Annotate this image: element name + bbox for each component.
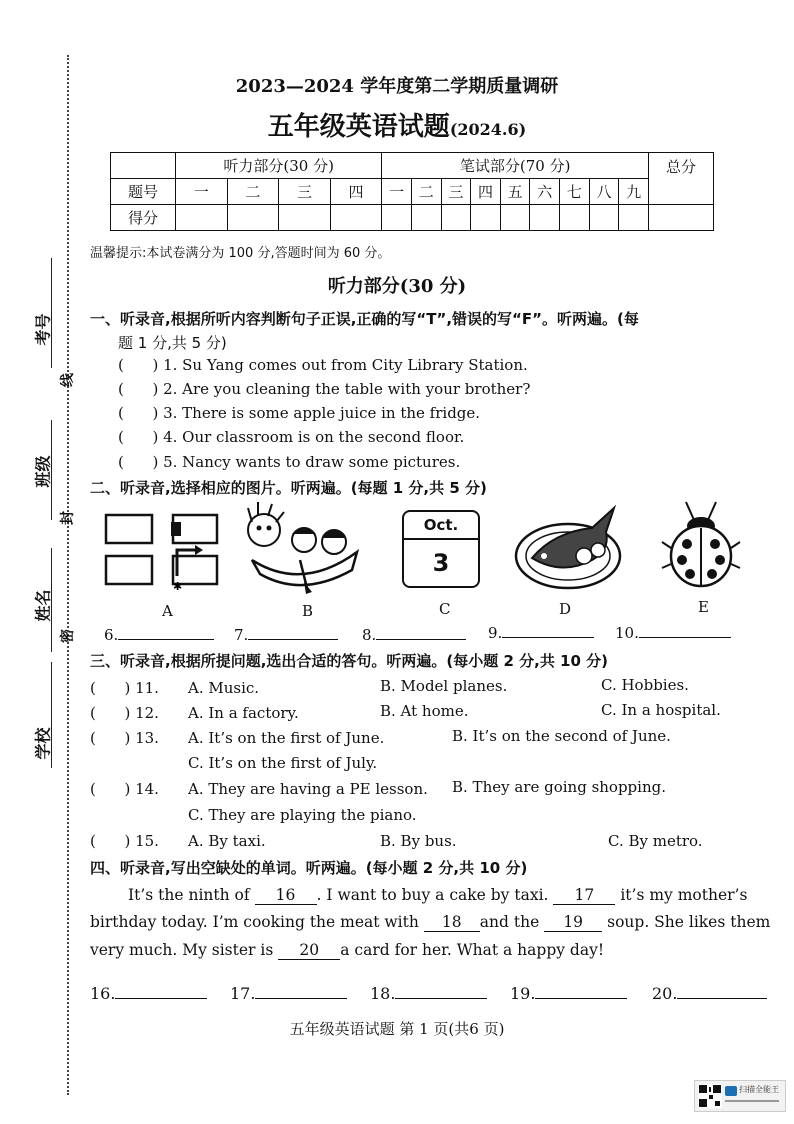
name-label: 姓名 xyxy=(33,589,53,622)
answer-blank-20[interactable] xyxy=(652,984,767,1003)
svg-text:✱: ✱ xyxy=(173,580,183,592)
dragon-boat-picture xyxy=(242,500,362,596)
qnum-cell: 三 xyxy=(279,179,331,205)
exam-number-line[interactable] xyxy=(51,258,52,368)
score-table xyxy=(110,152,714,231)
mc-option-14a: A. They are having a PE lesson. xyxy=(188,780,428,798)
answer-number: 7. xyxy=(234,626,249,644)
school-line[interactable] xyxy=(51,662,52,768)
mc-number-14: ( ) 14. xyxy=(90,780,159,798)
calendar-month: Oct. xyxy=(404,512,478,540)
exam-main-title xyxy=(0,106,794,143)
seal-char-feng: 封 xyxy=(60,511,76,525)
passage-line-1 xyxy=(90,886,780,905)
binding-dotted-line xyxy=(67,55,69,1095)
scanner-subtitle-line xyxy=(725,1100,779,1102)
exam-number-label: 考号 xyxy=(33,313,53,346)
part1-heading-cont: 题 1 分,共 5 分) xyxy=(118,334,227,352)
mc-option-15b: B. By bus. xyxy=(380,832,457,850)
exam-subject-title: 五年级英语试题 xyxy=(267,112,450,142)
picture-letter-a: A xyxy=(162,602,173,620)
calendar-day: 3 xyxy=(432,549,450,577)
passage-text: . I want to buy a cake by taxi. xyxy=(316,886,549,904)
tf-question-3: ( ) 3. There is some apple juice in the fridge. xyxy=(118,404,481,422)
score-cell[interactable] xyxy=(227,205,279,231)
passage-line-3 xyxy=(90,941,780,960)
answer-number: 16. xyxy=(90,984,116,1003)
scanner-app-name: 扫描全能王 xyxy=(739,1085,779,1094)
passage-text: a card for her. What a happy day! xyxy=(340,941,605,959)
mc-number-11: ( ) 11. xyxy=(90,679,159,697)
qnum-cell: 二 xyxy=(227,179,279,205)
answer-blank-6[interactable] xyxy=(104,626,214,644)
fish-dish-picture xyxy=(514,498,624,594)
score-cell[interactable] xyxy=(330,205,382,231)
score-row-label: 得分 xyxy=(111,205,176,231)
answer-number: 20. xyxy=(652,984,678,1003)
seal-char-mi: 密 xyxy=(60,629,76,643)
part3-heading: 三、听录音,根据所提问题,选出合适的答句。听两遍。(每小题 2 分,共 10 分) xyxy=(90,652,609,670)
blank-18[interactable]: 18 xyxy=(424,913,480,932)
total-score-header: 总分 xyxy=(649,153,714,205)
picture-letter-b: B xyxy=(302,602,314,620)
picture-letter-e: E xyxy=(698,598,709,616)
mc-option-11a: A. Music. xyxy=(188,679,260,697)
qnum-cell: 四 xyxy=(330,179,382,205)
score-cell[interactable] xyxy=(530,205,560,231)
mc-option-12c: C. In a hospital. xyxy=(601,701,721,719)
ladybug-picture xyxy=(660,498,750,594)
exam-tip: 温馨提示:本试卷满分为 100 分,答题时间为 60 分。 xyxy=(90,246,391,261)
score-cell[interactable] xyxy=(411,205,441,231)
mc-option-12a: A. In a factory. xyxy=(188,704,299,722)
answer-blank-19[interactable] xyxy=(510,984,627,1003)
qnum-cell: 八 xyxy=(589,179,619,205)
qr-code-icon xyxy=(698,1084,722,1108)
mc-option-11c: C. Hobbies. xyxy=(601,676,689,694)
question-number-label: 题号 xyxy=(111,179,176,205)
listening-score-header: 听力部分(30 分) xyxy=(176,153,382,179)
answer-blank-17[interactable] xyxy=(230,984,347,1003)
name-line[interactable] xyxy=(51,548,52,652)
qnum-cell: 三 xyxy=(441,179,471,205)
mc-number-15: ( ) 15. xyxy=(90,832,159,850)
tf-question-1: ( ) 1. Su Yang comes out from City Library Station. xyxy=(118,356,528,374)
mc-option-14c: C. They are playing the piano. xyxy=(188,806,417,824)
mc-number-13: ( ) 13. xyxy=(90,729,159,747)
school-label: 学校 xyxy=(33,727,53,760)
mc-option-14b: B. They are going shopping. xyxy=(452,778,666,796)
qnum-cell: 六 xyxy=(530,179,560,205)
score-cell[interactable] xyxy=(471,205,501,231)
passage-line-2 xyxy=(90,913,780,932)
total-score-cell[interactable] xyxy=(649,205,714,231)
picture-letter-c: C xyxy=(439,600,451,618)
mc-option-15c: C. By metro. xyxy=(608,832,703,850)
answer-blank-7[interactable] xyxy=(234,626,338,644)
exam-date: (2024.6) xyxy=(449,120,527,139)
part2-heading: 二、听录音,选择相应的图片。听两遍。(每题 1 分,共 5 分) xyxy=(90,479,487,497)
score-cell[interactable] xyxy=(382,205,412,231)
mc-option-13c: C. It’s on the first of July. xyxy=(188,754,378,772)
qnum-cell: 一 xyxy=(176,179,228,205)
tf-question-4: ( ) 4. Our classroom is on the second floor. xyxy=(118,428,465,446)
picture-letter-d: D xyxy=(559,600,572,618)
part1-heading: 一、听录音,根据所听内容判断句子正误,正确的写“T”,错误的写“F”。听两遍。(每 xyxy=(90,310,639,328)
qnum-cell: 四 xyxy=(471,179,501,205)
answer-blank-18[interactable] xyxy=(370,984,487,1003)
score-cell[interactable] xyxy=(500,205,530,231)
blank-20[interactable]: 20 xyxy=(278,941,340,960)
score-cell[interactable] xyxy=(279,205,331,231)
qnum-cell: 七 xyxy=(560,179,590,205)
map-directions-picture xyxy=(103,510,223,592)
mc-option-15a: A. By taxi. xyxy=(188,832,266,850)
passage-text: It’s the ninth of xyxy=(128,886,250,904)
blank-16[interactable]: 16 xyxy=(255,886,317,905)
listening-section-title: 听力部分(30 分) xyxy=(327,276,467,297)
answer-number: 9. xyxy=(488,624,503,642)
answer-blank-16[interactable] xyxy=(90,984,207,1003)
passage-text: soup. She likes them xyxy=(607,913,771,931)
part4-heading: 四、听录音,写出空缺处的单词。听两遍。(每小题 2 分,共 10 分) xyxy=(90,859,528,877)
qnum-cell: 九 xyxy=(619,179,649,205)
cs-logo-icon xyxy=(725,1086,737,1096)
answer-number: 18. xyxy=(370,984,396,1003)
score-cell[interactable] xyxy=(176,205,228,231)
calendar-picture xyxy=(402,510,480,588)
answer-blank-10[interactable] xyxy=(615,624,731,642)
page-footer: 五年级英语试题 第 1 页(共6 页) xyxy=(289,1020,505,1038)
mc-number-12: ( ) 12. xyxy=(90,704,159,722)
score-cell[interactable] xyxy=(441,205,471,231)
answer-number: 10. xyxy=(615,624,639,642)
answer-number: 17. xyxy=(230,984,256,1003)
mc-option-12b: B. At home. xyxy=(380,702,469,720)
answer-number: 8. xyxy=(362,626,377,644)
score-cell[interactable] xyxy=(589,205,619,231)
blank-19[interactable]: 19 xyxy=(544,913,602,932)
blank-17[interactable]: 17 xyxy=(553,886,615,905)
seal-char-xian: 线 xyxy=(60,373,76,387)
qnum-cell: 一 xyxy=(382,179,412,205)
tf-question-5: ( ) 5. Nancy wants to draw some pictures. xyxy=(118,453,461,471)
mc-option-13a: A. It’s on the first of June. xyxy=(188,729,385,747)
writing-score-header: 笔试部分(70 分) xyxy=(382,153,649,179)
score-cell[interactable] xyxy=(619,205,649,231)
answer-blank-9[interactable] xyxy=(488,624,594,642)
passage-text: birthday today. I’m cooking the meat with xyxy=(90,913,419,931)
answer-number: 6. xyxy=(104,626,119,644)
mc-option-13b: B. It’s on the second of June. xyxy=(452,727,671,745)
scanner-watermark xyxy=(694,1080,786,1112)
tf-question-2: ( ) 2. Are you cleaning the table with your brother? xyxy=(118,380,531,398)
passage-text: and the xyxy=(479,913,540,931)
exam-year-title: 2023—2024 学年度第二学期质量调研 xyxy=(235,76,559,97)
qnum-cell: 五 xyxy=(500,179,530,205)
class-label: 班级 xyxy=(33,455,53,488)
class-line[interactable] xyxy=(51,420,52,520)
qnum-cell: 二 xyxy=(411,179,441,205)
answer-number: 19. xyxy=(510,984,536,1003)
passage-text: very much. My sister is xyxy=(90,941,274,959)
mc-option-11b: B. Model planes. xyxy=(380,677,508,695)
answer-blank-8[interactable] xyxy=(362,626,466,644)
score-cell[interactable] xyxy=(560,205,590,231)
passage-text: it’s my mother’s xyxy=(620,886,748,904)
